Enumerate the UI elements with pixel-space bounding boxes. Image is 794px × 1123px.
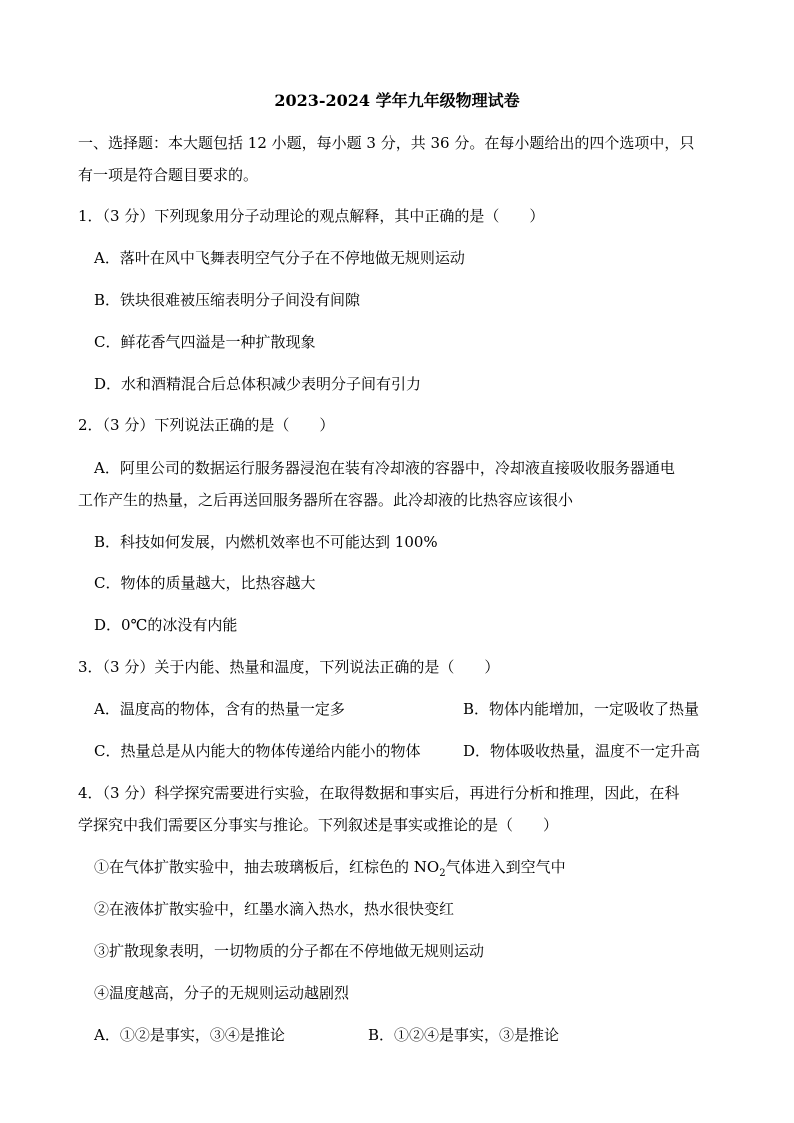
question-3-stem: 3．（3 分）关于内能、热量和温度，下列说法正确的是（ ） (78, 658, 500, 676)
question-1-option-c: C．鲜花香气四溢是一种扩散现象 (94, 333, 316, 351)
question-2-option-a-line-1: A．阿里公司的数据运行服务器浸泡在装有冷却液的容器中，冷却液直接吸收服务器通电 (94, 459, 675, 477)
statement-1-subscript: 2 (439, 868, 446, 879)
statement-1-text-end: 气体进入到空气中 (445, 858, 566, 876)
question-4-statement-1 (94, 857, 566, 884)
question-4-statement-2: ②在液体扩散实验中，红墨水滴入热水，热水很快变红 (94, 900, 455, 918)
question-1-stem: 1．（3 分）下列现象用分子动理论的观点解释，其中正确的是（ ） (78, 207, 545, 225)
question-2-option-c: C．物体的质量越大，比热容越大 (94, 574, 316, 592)
question-2-option-d: D．0℃的冰没有内能 (94, 616, 238, 634)
exam-title: 2023-2024 学年九年级物理试卷 (274, 91, 520, 110)
question-4-statement-3: ③扩散现象表明，一切物质的分子都在不停地做无规则运动 (94, 942, 485, 960)
section-intro-line-1: 一、选择题：本大题包括 12 小题，每小题 3 分，共 36 分。在每小题给出的四个选项中，只 (78, 134, 695, 152)
question-4-option-a: A．①②是事实，③④是推论 (94, 1026, 285, 1044)
question-3-option-c: C．热量总是从内能大的物体传递给内能小的物体 (94, 742, 421, 760)
question-3-option-a: A．温度高的物体，含有的热量一定多 (94, 700, 345, 718)
question-1-option-a: A．落叶在风中飞舞表明空气分子在不停地做无规则运动 (94, 249, 465, 267)
statement-1-text: ①在气体扩散实验中，抽去玻璃板后，红棕色的 NO (94, 858, 440, 876)
question-4-statement-4: ④温度越高，分子的无规则运动越剧烈 (94, 984, 350, 1002)
question-1-option-d: D．水和酒精混合后总体积减少表明分子间有引力 (94, 375, 422, 393)
question-1-option-b: B．铁块很难被压缩表明分子间没有间隙 (94, 291, 361, 309)
question-4-option-b: B．①②④是事实，③是推论 (368, 1026, 560, 1044)
section-intro-line-2: 有一项是符合题目要求的。 (78, 166, 259, 184)
question-2-option-a-line-2: 工作产生的热量，之后再送回服务器所在容器。此冷却液的比热容应该很小 (78, 491, 574, 509)
question-4-stem-line-1: 4．（3 分）科学探究需要进行实验，在取得数据和事实后，再进行分析和推理，因此，在科 (78, 784, 680, 802)
question-4-stem-line-2: 学探究中我们需要区分事实与推论。下列叙述是事实或推论的是（ ） (78, 816, 559, 834)
question-2-option-b: B．科技如何发展，内燃机效率也不可能达到 100% (94, 533, 438, 551)
question-3-option-b: B．物体内能增加，一定吸收了热量 (463, 700, 700, 718)
question-3-option-d: D．物体吸收热量，温度不一定升高 (463, 742, 701, 760)
question-2-stem: 2．（3 分）下列说法正确的是（ ） (78, 416, 335, 434)
